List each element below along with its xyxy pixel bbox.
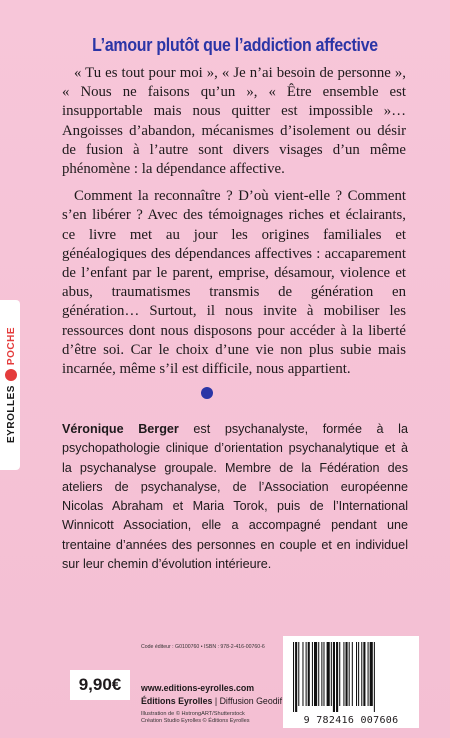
image-credits <box>141 711 250 726</box>
barcode-bar <box>312 642 313 706</box>
price-tag: 9,90€ <box>70 670 130 700</box>
blurb-paragraph-2: Comment la reconnaître ? D’où vient-elle ? Comment s’en libérer ? Avec des témoignages riches et éclairants, ce livre met au jour les origines familiales et généalogiques des dépendances affectives : accaparement de l’enfant par le parent, emprise, désamour, violence et abus, traumatismes transmis de génération en génération… Surtout, il nous invite à mobiliser les ressources dont nous disposons pour accéder à la liberté d’être soi. Car le choix d’une vie non plus subie mais incarnée, même s’il est difficile, nous appartient. <box>62 188 406 378</box>
barcode-bar <box>333 642 335 712</box>
publisher-separator: | <box>214 696 218 706</box>
barcode-bar <box>323 642 324 706</box>
barcode-bar <box>343 642 344 706</box>
author-bio-text: est psychanalyste, formée à la psychopathologie clinique d’orientation psychanalytique et à la psychanalyse groupale. Membre de la Fédération des ateliers de psychanalyse, de l’Association européenne Nicolas Abraham et Maria Torok, puis de l’International Winnicott Association, elle a accompagné pendant une trentaine d’années des personnes en couple et en individuel sur leur chemin d’évolution intérieure. <box>62 422 408 572</box>
barcode-bar <box>331 642 332 706</box>
barcode-bar <box>352 642 353 706</box>
barcode-bar <box>358 642 359 706</box>
distributor-name: Diffusion Geodif <box>219 696 283 706</box>
barcode-bar <box>361 642 362 706</box>
publisher-label: EYROLLES <box>5 385 17 443</box>
barcode-bars <box>293 642 409 712</box>
book-title: L’amour plutôt que l’addiction affective <box>92 34 378 55</box>
collection-tab <box>0 300 22 470</box>
collection-tab-label <box>5 327 17 443</box>
barcode-bar <box>298 642 299 706</box>
barcode-bar <box>368 642 369 706</box>
barcode-bar <box>374 642 375 712</box>
barcode-bar <box>293 642 294 712</box>
separator-dot <box>201 387 213 399</box>
author-name: Véronique Berger <box>62 422 179 436</box>
publisher-website: www.editions-eyrolles.com <box>141 683 255 693</box>
credit-line-1: Illustration de © HstrongART/Shutterstock <box>141 711 245 717</box>
barcode-bar <box>339 642 340 706</box>
barcode-bar <box>336 642 338 712</box>
barcode-bar <box>318 642 319 706</box>
barcode-bar <box>321 642 322 706</box>
barcode-bar <box>356 642 357 706</box>
credit-line-2: Création Studio Eyrolles © Éditions Eyrolles <box>141 718 250 725</box>
barcode-bar <box>295 642 297 712</box>
barcode-bar <box>327 642 330 706</box>
barcode <box>283 636 419 728</box>
blurb-paragraph-1: « Tu es tout pour moi », « Je n’ai besoin de personne », « Nous ne faisons qu’un », « Être ensemble est insupportable mais nous quitter est impossible »… Angoisses d’abandon, mécanismes d’isolement ou désir de fusion à l’autre sont divers visages d’un même phénomène : la dépendance affective. <box>62 65 406 178</box>
barcode-bar <box>306 642 307 706</box>
publisher-line <box>141 696 282 706</box>
barcode-bar <box>346 642 348 706</box>
barcode-bar <box>302 642 303 706</box>
barcode-bar <box>349 642 350 706</box>
barcode-bar <box>308 642 310 706</box>
publisher-name: Éditions Eyrolles <box>141 696 213 706</box>
barcode-bar <box>314 642 317 706</box>
barcode-number: 9 782416 007606 <box>303 715 399 726</box>
barcode-bar <box>363 642 365 706</box>
red-dot-icon <box>5 369 17 381</box>
collection-label: POCHE <box>5 327 17 366</box>
blurb <box>62 64 406 387</box>
author-bio <box>62 420 408 574</box>
publisher-codes: Code éditeur : G0100760 • ISBN : 978-2-416-00760-6 <box>141 644 265 650</box>
barcode-bar <box>370 642 373 706</box>
